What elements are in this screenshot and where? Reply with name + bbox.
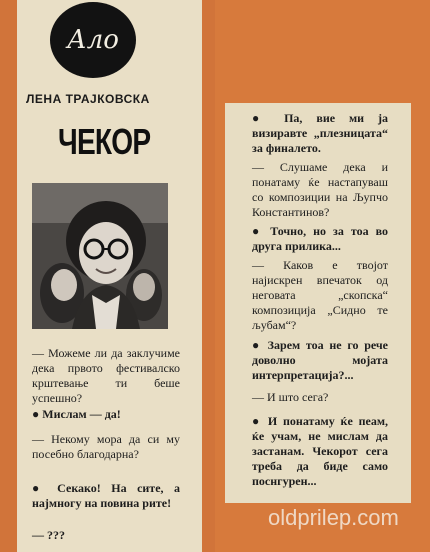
right-paragraph-3: ● Точно, но за тоа во друга прилика... <box>252 224 388 253</box>
left-paragraph-5: — ??? <box>32 528 65 542</box>
logo-text: Ало <box>67 25 119 55</box>
right-paragraph-6: — И што сега? <box>252 390 329 404</box>
right-paragraph-1: ● Па, вие ми ја визиравте „плезницата“ за финалето. <box>252 111 388 155</box>
right-paragraph-7: ● И понатаму ќе пеам, ќе учам, не мислам да застанам. Чекорот сега треба да биде само поснгурен... <box>252 414 388 488</box>
left-paragraph-2: ● Мислам — да! <box>32 407 121 421</box>
portrait-image <box>32 183 168 329</box>
right-paragraph-4: — Каков е твојот најискрен впечаток од неговата „скопска“ композиција „Сидно те љубам“? <box>252 258 388 332</box>
alo-logo <box>50 2 136 78</box>
right-paragraph-5: ● Зарем тоа не го рече доволно мојата интерпретација?... <box>252 338 388 382</box>
article-headline: ЧЕКОР <box>58 121 151 162</box>
watermark-text: oldprilep.com <box>268 505 399 530</box>
left-paragraph-4: ● Секако! На сите, а најмногу на повина рите! <box>32 481 180 510</box>
left-paragraph-3: — Некому мора да си му посебно благодарна? <box>32 432 180 461</box>
left-paragraph-1: — Можеме ли да заклучиме дека првото фестивалско крштевање ти беше успешно? <box>32 346 180 405</box>
portrait-photo <box>32 183 168 329</box>
right-paragraph-2: — Слушаме дека и понатаму ќе настапуваш со композиции на Љупчо Константинов? <box>252 160 388 219</box>
author-name: ЛЕНА ТРАЈКОВСКА <box>26 92 150 106</box>
